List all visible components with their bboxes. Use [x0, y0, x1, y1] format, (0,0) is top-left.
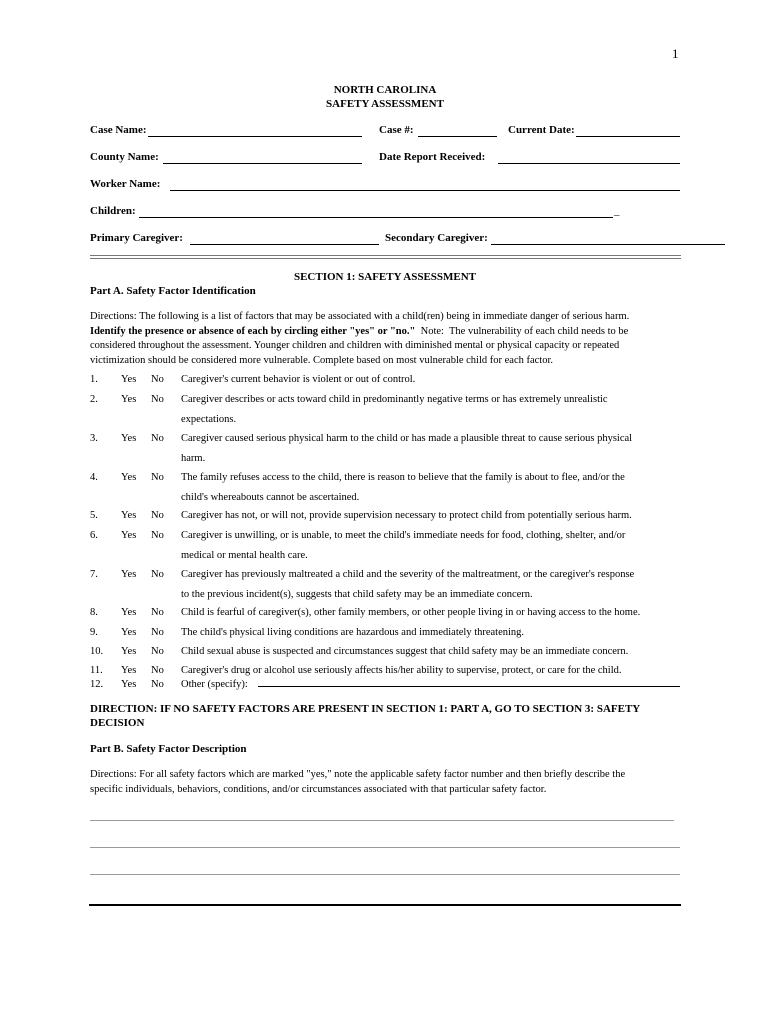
- factor-text-continued: child's whereabouts cannot be ascertained.: [181, 491, 360, 503]
- section-divider: [90, 255, 681, 259]
- factor-no-option[interactable]: No: [151, 394, 164, 405]
- directions-note: Note: The vulnerability of each child needs to be: [415, 325, 629, 337]
- worker-name-label: Worker Name:: [90, 178, 161, 190]
- factor-number: 11.: [90, 665, 103, 676]
- direction-notice: [90, 702, 682, 730]
- part-a-heading: Part A. Safety Factor Identification: [90, 285, 256, 297]
- factor-yes-option[interactable]: Yes: [121, 530, 137, 541]
- description-line-3[interactable]: [90, 874, 680, 875]
- factor-no-option[interactable]: No: [151, 374, 164, 385]
- factor-yes-option[interactable]: Yes: [121, 569, 137, 580]
- factor-number: 3.: [90, 433, 98, 444]
- factor-no-option[interactable]: No: [151, 510, 164, 521]
- factor-yes-option[interactable]: Yes: [121, 627, 137, 638]
- factor-text: Other (specify):: [181, 679, 248, 690]
- factor-number: 2.: [90, 394, 98, 405]
- secondary-caregiver-label: Secondary Caregiver:: [385, 232, 488, 244]
- factor-no-option[interactable]: No: [151, 433, 164, 444]
- factor-no-option[interactable]: No: [151, 627, 164, 638]
- description-line-2[interactable]: [90, 847, 680, 848]
- factor-number: 8.: [90, 607, 98, 618]
- factor-text: Caregiver caused serious physical harm to the child or has made a plausible threat to cause serious physical: [181, 433, 633, 444]
- factor-no-option[interactable]: No: [151, 679, 164, 690]
- factor-yes-option[interactable]: Yes: [121, 433, 137, 444]
- factor-yes-option[interactable]: Yes: [121, 679, 137, 690]
- factor-text-continued: harm.: [181, 452, 206, 464]
- children-field-tail: _: [614, 205, 620, 217]
- case-name-label: Case Name:: [90, 124, 147, 136]
- direction-notice-line-2: DECISION: [90, 717, 145, 729]
- factor-text-continued: expectations.: [181, 413, 237, 425]
- description-line-1[interactable]: [90, 820, 674, 821]
- worker-name-field[interactable]: [170, 178, 680, 191]
- factor-number: 10.: [90, 646, 104, 657]
- factor-no-option[interactable]: No: [151, 530, 164, 541]
- part-b-directions-line-2: specific individuals, behaviors, conditions, and/or circumstances associated with that particular safety factor.: [90, 783, 547, 795]
- factor-number: 7.: [90, 569, 98, 580]
- section1-heading: SECTION 1: SAFETY ASSESSMENT: [293, 271, 477, 283]
- directions-bold: Identify the presence or absence of each by circling either "yes" or "no.": [90, 325, 416, 337]
- factor-no-option[interactable]: No: [151, 665, 164, 676]
- factor-no-option[interactable]: No: [151, 607, 164, 618]
- factor-number: 4.: [90, 472, 98, 483]
- case-name-field[interactable]: [148, 124, 362, 137]
- bottom-rule: [89, 904, 681, 906]
- factor-number: 5.: [90, 510, 98, 521]
- current-date-field[interactable]: [576, 124, 680, 137]
- factor-yes-option[interactable]: Yes: [121, 665, 137, 676]
- factor-text: Caregiver has not, or will not, provide supervision necessary to protect child from potentially serious harm.: [181, 510, 632, 521]
- factor-yes-option[interactable]: Yes: [121, 394, 137, 405]
- page-number: 1: [672, 46, 679, 61]
- county-name-field[interactable]: [163, 151, 362, 164]
- factor-text: Child sexual abuse is suspected and circumstances suggest that child safety may be an immediate concern.: [181, 646, 629, 657]
- factor-text: Child is fearful of caregiver(s), other family members, or other people living in or having access to the home.: [181, 607, 641, 618]
- state-heading: NORTH CAROLINA: [333, 84, 437, 96]
- other-specify-field[interactable]: [258, 676, 680, 687]
- factor-text: The child's physical living conditions are hazardous and immediately threatening.: [181, 627, 525, 638]
- factor-number: 9.: [90, 627, 98, 638]
- factor-text-continued: to the previous incident(s), suggests that child safety may be an immediate concern.: [181, 588, 533, 600]
- factor-yes-option[interactable]: Yes: [121, 607, 137, 618]
- factor-yes-option[interactable]: Yes: [121, 646, 137, 657]
- children-label: Children:: [90, 205, 136, 217]
- factor-text: Caregiver's drug or alcohol use seriously affects his/her ability to supervise, protect, or care for the child.: [181, 665, 622, 676]
- factor-text: Caregiver has previously maltreated a child and the severity of the maltreatment, or the caregiver's response: [181, 569, 635, 580]
- factor-number: 6.: [90, 530, 98, 541]
- factor-yes-option[interactable]: Yes: [121, 472, 137, 483]
- county-name-label: County Name:: [90, 151, 159, 163]
- children-field[interactable]: [139, 205, 613, 218]
- part-a-directions: [90, 310, 682, 368]
- directions-line-3: considered throughout the assessment. Younger children and children with diminished mental or physical capacity or repeated: [90, 340, 620, 351]
- case-number-label: Case #:: [379, 124, 414, 136]
- directions-line-2: [90, 325, 682, 340]
- factor-number: 12.: [90, 679, 104, 690]
- factor-no-option[interactable]: No: [151, 569, 164, 580]
- primary-caregiver-field[interactable]: [190, 232, 379, 245]
- form-title: SAFETY ASSESSMENT: [326, 98, 444, 110]
- factor-text: Caregiver describes or acts toward child in predominantly negative terms or has extremely unrealistic: [181, 394, 608, 405]
- factor-no-option[interactable]: No: [151, 472, 164, 483]
- part-b-directions: [90, 768, 682, 797]
- factor-text: Caregiver's current behavior is violent or out of control.: [181, 374, 416, 385]
- primary-caregiver-label: Primary Caregiver:: [90, 232, 183, 244]
- part-b-directions-line-1: Directions: For all safety factors which are marked "yes," note the applicable safety factor number and then briefly describe the: [90, 769, 626, 780]
- current-date-label: Current Date:: [508, 124, 575, 136]
- part-b-heading: Part B. Safety Factor Description: [90, 743, 247, 755]
- directions-line-1: Directions: The following is a list of factors that may be associated with a child(ren) being in immediate danger of serious harm.: [90, 311, 630, 322]
- factor-text: The family refuses access to the child, there is reason to believe that the family is about to flee, and/or the: [181, 472, 625, 483]
- date-report-received-label: Date Report Received:: [379, 151, 486, 163]
- factor-text: Caregiver is unwilling, or is unable, to meet the child's immediate needs for food, clothing, shelter, and/or: [181, 530, 626, 541]
- directions-line-4: victimization should be considered more vulnerable. Complete based on most vulnerable child for each factor.: [90, 354, 554, 366]
- case-number-field[interactable]: [418, 124, 497, 137]
- factor-yes-option[interactable]: Yes: [121, 374, 137, 385]
- factor-text-continued: medical or mental health care.: [181, 549, 308, 561]
- factor-number: 1.: [90, 374, 98, 385]
- secondary-caregiver-field[interactable]: [491, 232, 725, 245]
- factor-yes-option[interactable]: Yes: [121, 510, 137, 521]
- factor-no-option[interactable]: No: [151, 646, 164, 657]
- date-report-received-field[interactable]: [498, 151, 680, 164]
- direction-notice-line-1: DIRECTION: IF NO SAFETY FACTORS ARE PRESENT IN SECTION 1: PART A, GO TO SECTION 3: SAFETY: [90, 703, 641, 715]
